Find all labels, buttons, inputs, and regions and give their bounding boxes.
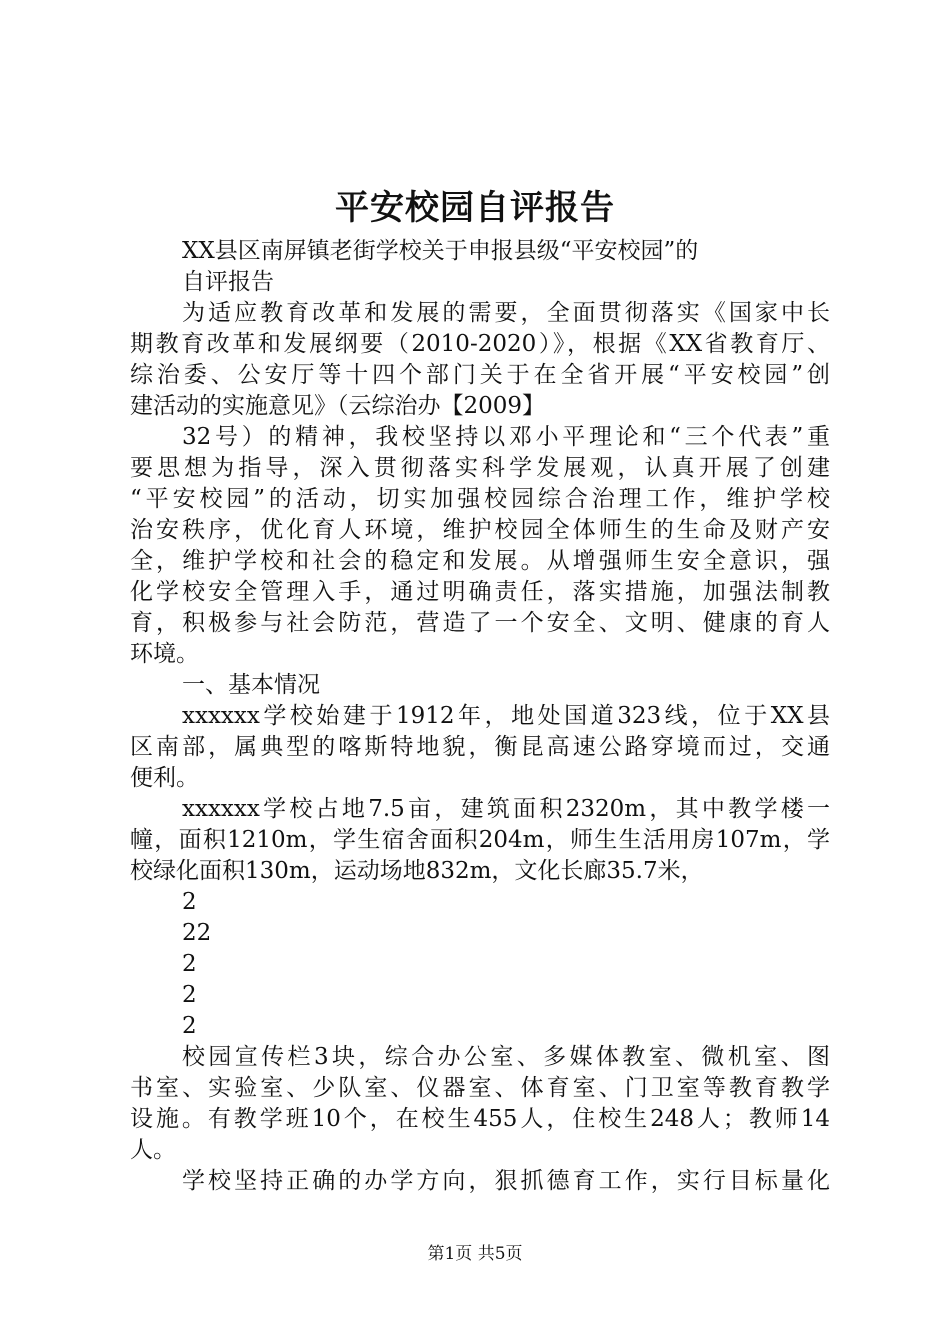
paragraph-line: 幢，面积1210m，学生宿舍面积204m，师生生活用房107m，学 [130, 827, 830, 853]
paragraph-line: 校园宣传栏3块，综合办公室、多媒体教室、微机室、图 [182, 1044, 830, 1070]
paragraph-line: 区南部，属典型的喀斯特地貌，衡昆高速公路穿境而过，交通 [130, 734, 830, 760]
superscript-residue-line: 2 [182, 1013, 197, 1039]
document-body [130, 236, 830, 1197]
paragraph-line: 便利。 [130, 765, 199, 791]
paragraph-line: 学校坚持正确的办学方向，狠抓德育工作，实行目标量化 [182, 1168, 830, 1194]
subtitle-line: XX县区南屏镇老街学校关于申报县级“平安校园”的 [182, 238, 699, 264]
paragraph-line: xxxxxx学校始建于1912年，地处国道323线，位于XX县 [182, 703, 830, 729]
paragraph-line: xxxxxx学校占地7.5亩，建筑面积2320m，其中教学楼一 [182, 796, 830, 822]
paragraph-line: 要思想为指导，深入贯彻落实科学发展观，认真开展了创建 [130, 455, 830, 481]
paragraph-line: 为适应教育改革和发展的需要，全面贯彻落实《国家中长 [182, 300, 830, 326]
superscript-residue-line: 2 [182, 982, 197, 1008]
superscript-residue-line: 22 [182, 920, 212, 946]
paragraph-line: 书室、实验室、少队室、仪器室、体育室、门卫室等教育教学 [130, 1075, 830, 1101]
paragraph-line: 育，积极参与社会防范，营造了一个安全、文明、健康的育人 [130, 610, 830, 636]
superscript-residue-line: 2 [182, 951, 197, 977]
subtitle-line: 自评报告 [182, 269, 274, 295]
paragraph-line: 环境。 [130, 641, 199, 667]
paragraph-line: 治安秩序，优化育人环境，维护校园全体师生的生命及财产安 [130, 517, 830, 543]
paragraph-line: 综治委、公安厅等十四个部门关于在全省开展“平安校园”创 [130, 362, 830, 388]
paragraph-line: 建活动的实施意见》（云综治办【2009】 [130, 393, 546, 419]
paragraph-line: “平安校园”的活动，切实加强校园综合治理工作，维护学校 [130, 486, 830, 512]
paragraph-line: 全，维护学校和社会的稳定和发展。从增强师生安全意识，强 [130, 548, 830, 574]
paragraph-line: 32号）的精神，我校坚持以邓小平理论和“三个代表”重 [182, 424, 830, 450]
section-heading: 一、基本情况 [182, 672, 320, 698]
page-footer: 第1页 共5页 [427, 1244, 523, 1264]
paragraph-line: 人。 [130, 1137, 176, 1163]
paragraph-line: 期教育改革和发展纲要（2010-2020）》，根据《XX省教育厅、 [130, 331, 830, 357]
document-title: 平安校园自评报告 [335, 188, 615, 228]
paragraph-line: 化学校安全管理入手，通过明确责任，落实措施，加强法制教 [130, 579, 830, 605]
paragraph-line: 设施。有教学班10个，在校生455人，住校生248人；教师14 [130, 1106, 830, 1132]
paragraph-line: 校绿化面积130m，运动场地832m，文化长廊35.7米， [130, 858, 704, 884]
superscript-residue-line: 2 [182, 889, 197, 915]
